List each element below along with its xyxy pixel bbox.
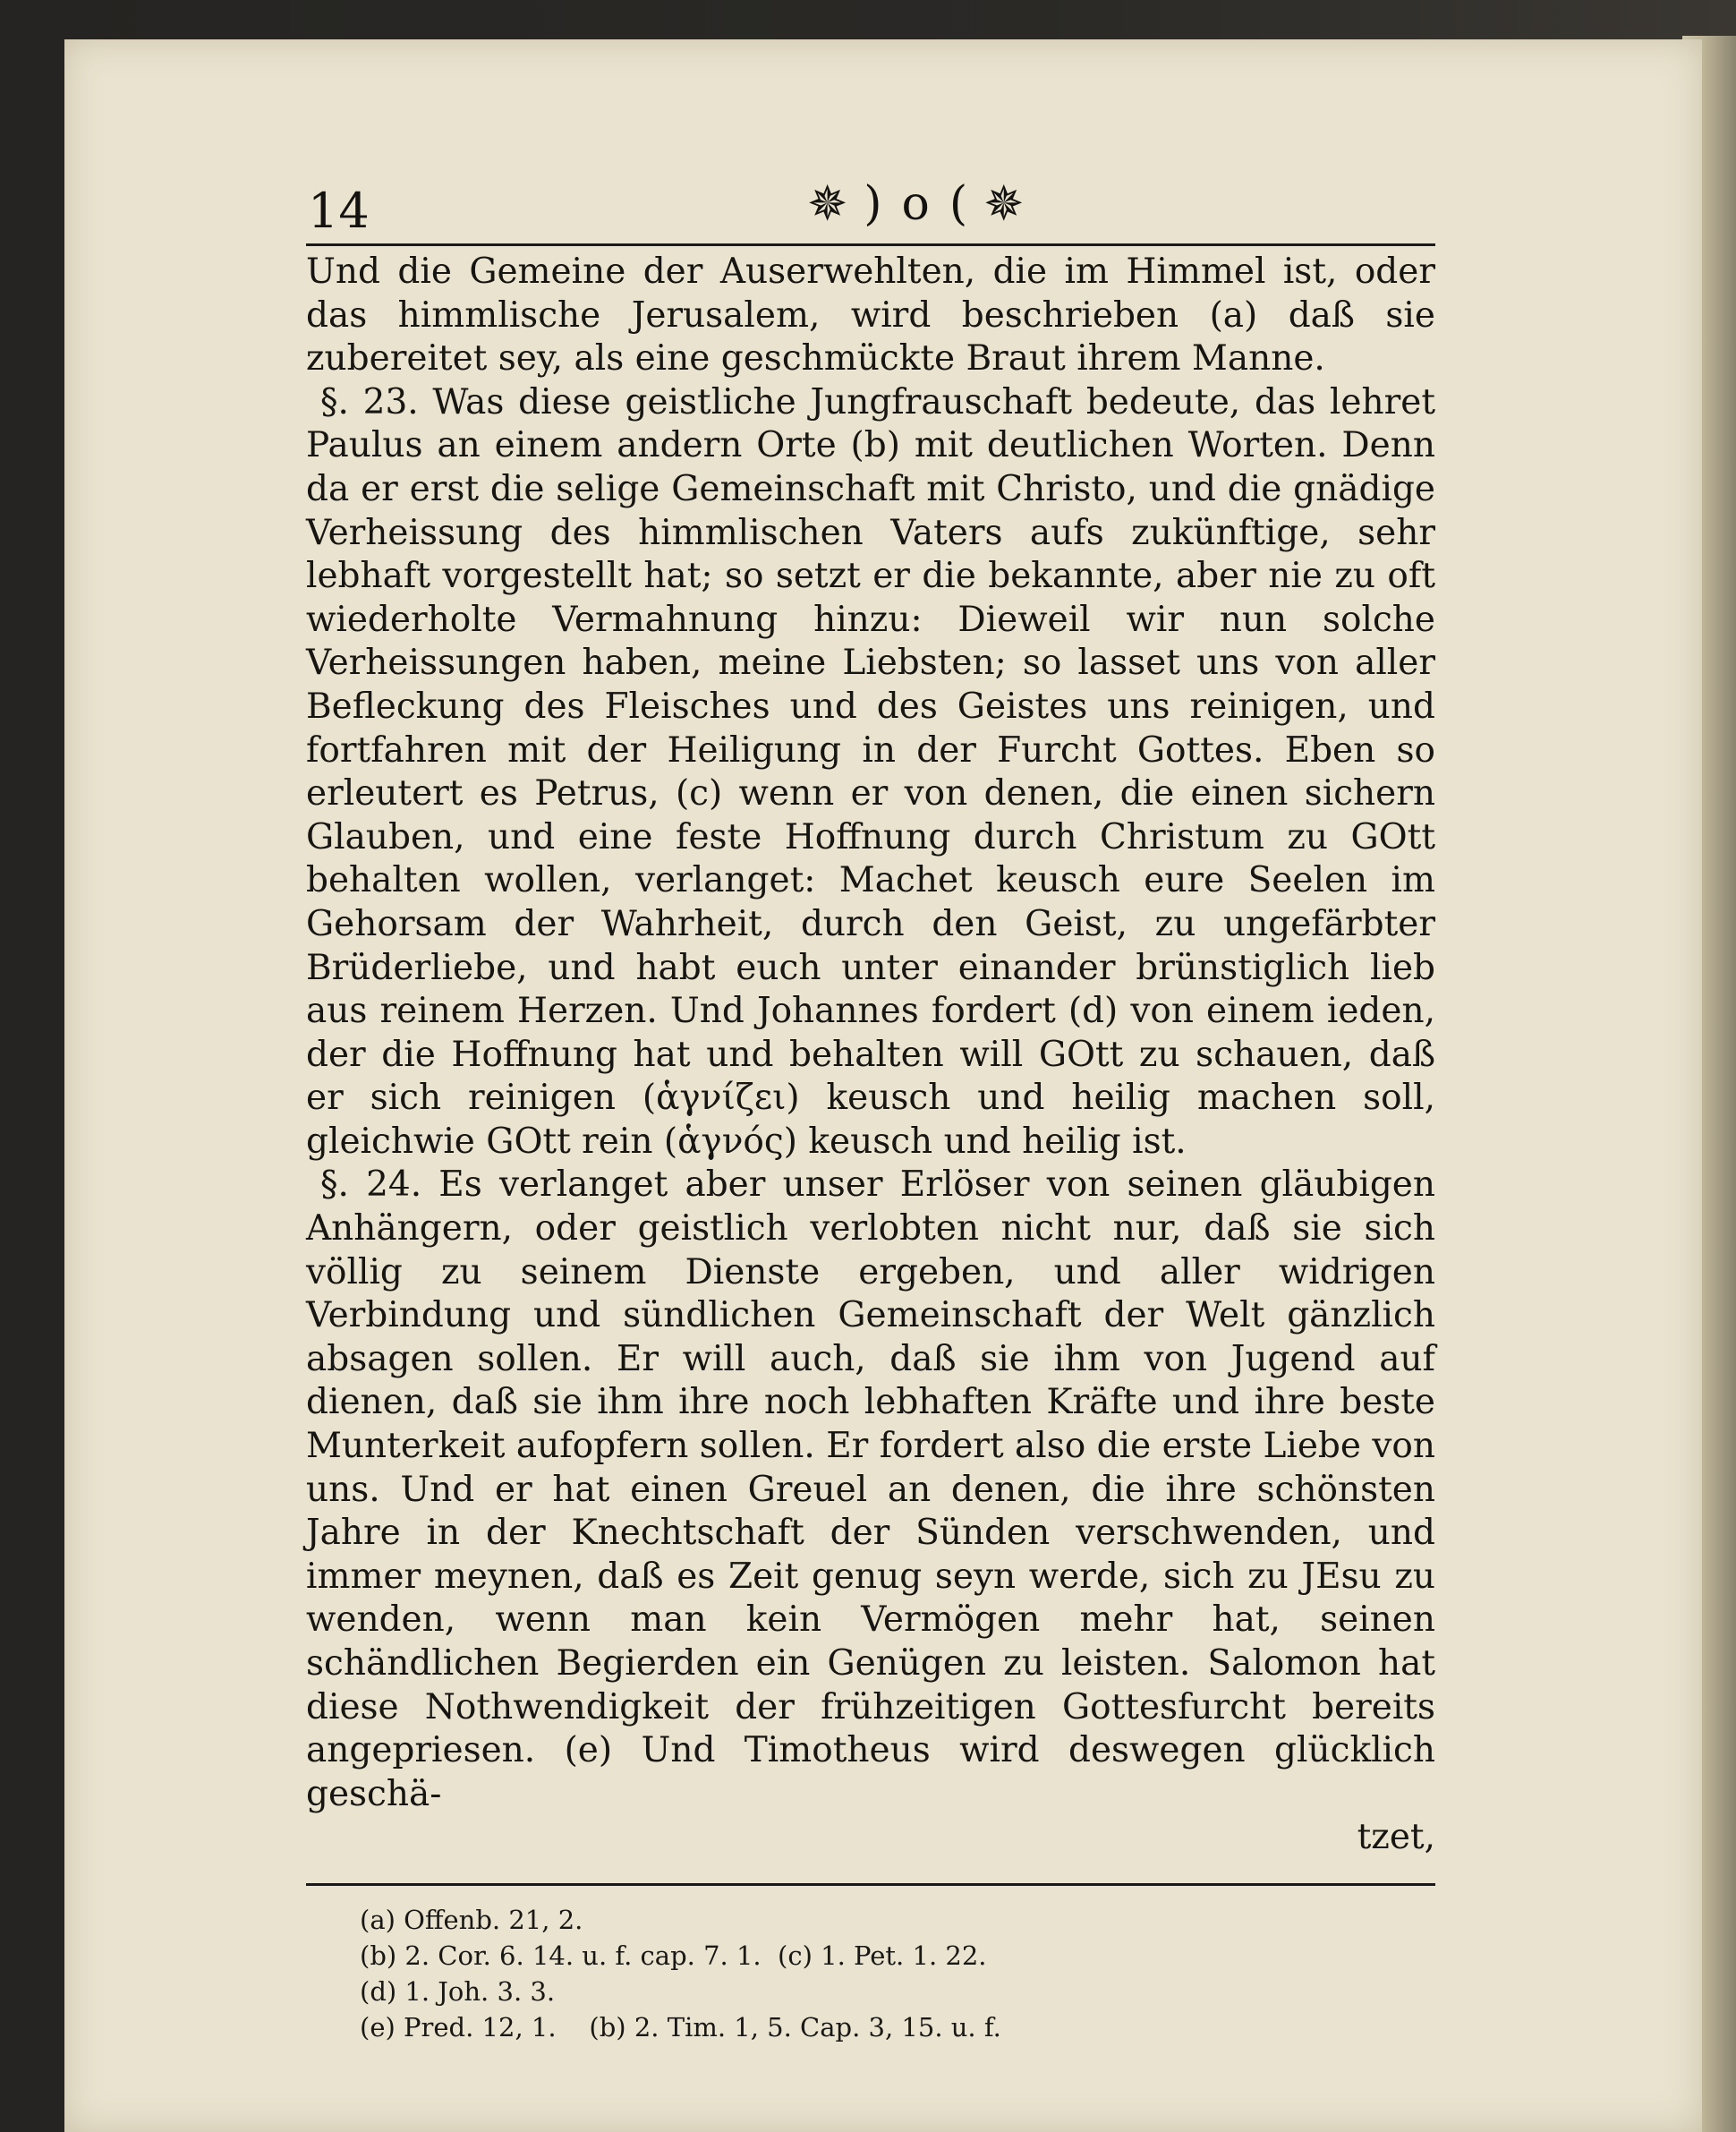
ornament-mid: o xyxy=(901,176,942,231)
paragraph-section-24: §. 24. Es verlanget aber unser Erlöser von seinen gläubigen Anhängern, oder geistlich verlobten nicht nur, daß sie sich völlig zu seinem Dienste ergeben, und aller widrigen Verbindung und sündlichen Gemeinschaft der Welt gänzlich absagen sollen. Er will auch, daß sie ihm von Jugend auf dienen, daß sie ihm ihre noch lebhaften Kräfte und ihre beste Munterkeit aufopfern sollen. Er fordert also die erste Liebe von uns. Und er hat einen Greuel an denen, die ihre schönsten Jahre in der Knechtschaft der Sünden verschwenden, und immer meynen, daß es Zeit genug seyn werde, sich zu JEsu zu wenden, wenn man kein Vermögen mehr hat, seinen schändlichen Begierden ein Genügen zu leisten. Salomon hat diese Nothwendigkeit der frühzeitigen Gottesfurcht bereits angepriesen. (e) Und Timotheus wird deswegen glücklich geschä- xyxy=(306,1164,1435,1814)
page-number: 14 xyxy=(308,183,370,239)
ornament-paren-open: ) xyxy=(864,176,895,231)
footnote-d: (d) 1. Joh. 3. 3. xyxy=(360,1975,556,2007)
page-header xyxy=(306,147,1507,245)
footnote-e: (e) Pred. 12, 1. (b) 2. Tim. 1, 5. Cap. 3, 15. u. f. xyxy=(360,2011,1001,2042)
footnote-rule xyxy=(306,1883,1435,1886)
paragraph-intro: Und die Gemeine der Auserwehlten, die im Himmel ist, oder das himmlische Jerusalem, wird beschrieben (a) daß sie zubereitet sey, als eine geschmückte Braut ihrem Manne. xyxy=(306,252,1435,379)
ornament-star-left-icon: ✵ xyxy=(807,175,861,232)
header-ornament xyxy=(807,175,1036,232)
footnote-a: (a) Offenb. 21, 2. xyxy=(360,1904,583,1935)
ornament-star-right-icon: ✵ xyxy=(983,175,1037,232)
catchword: tzet, xyxy=(1357,1817,1435,1858)
page-content xyxy=(306,147,1507,2045)
footnote-b-c: (b) 2. Cor. 6. 14. u. f. cap. 7. 1. (c) 1. Pet. 1. 22. xyxy=(360,1940,987,1971)
book-page xyxy=(64,39,1702,2132)
header-rule xyxy=(306,243,1435,246)
body-text xyxy=(306,251,1435,1816)
paragraph-section-23: §. 23. Was diese geistliche Jungfrauschaft bedeute, das lehret Paulus an einem andern Orte (b) mit deutlichen Worten. Denn da er erst die selige Gemeinschaft mit Christo, und die gnädige Verheissung des himmlischen Vaters aufs zukünftige, sehr lebhaft vorgestellt hat; so setzt er die bekannte, aber nie zu oft wiederholte Vermahnung hinzu: Dieweil wir nun solche Verheissungen haben, meine Liebsten; so lasset uns von aller Befleckung des Fleisches und des Geistes uns reinigen, und fortfahren mit der Heiligung in der Furcht Gottes. Eben so erleutert es Petrus, (c) wenn er von denen, die einen sichern Glauben, und eine feste Hoffnung durch Christum zu GOtt behalten wollen, verlanget: Machet keusch eure Seelen im Gehorsam der Wahrheit, durch den Geist, zu ungefärbter Brüderliebe, und habt euch unter einander brünstiglich lieb aus reinem Herzen. Und Johannes fordert (d) von einem ieden, der die Hoffnung hat und behalten will GOtt zu schauen, daß er sich reinigen (ἁγνίζει) keusch und heilig machen soll, gleichwie GOtt rein (ἁγνός) keusch und heilig ist. xyxy=(306,381,1435,1162)
ornament-paren-close: ( xyxy=(949,176,981,231)
footnotes xyxy=(306,1902,1507,2045)
